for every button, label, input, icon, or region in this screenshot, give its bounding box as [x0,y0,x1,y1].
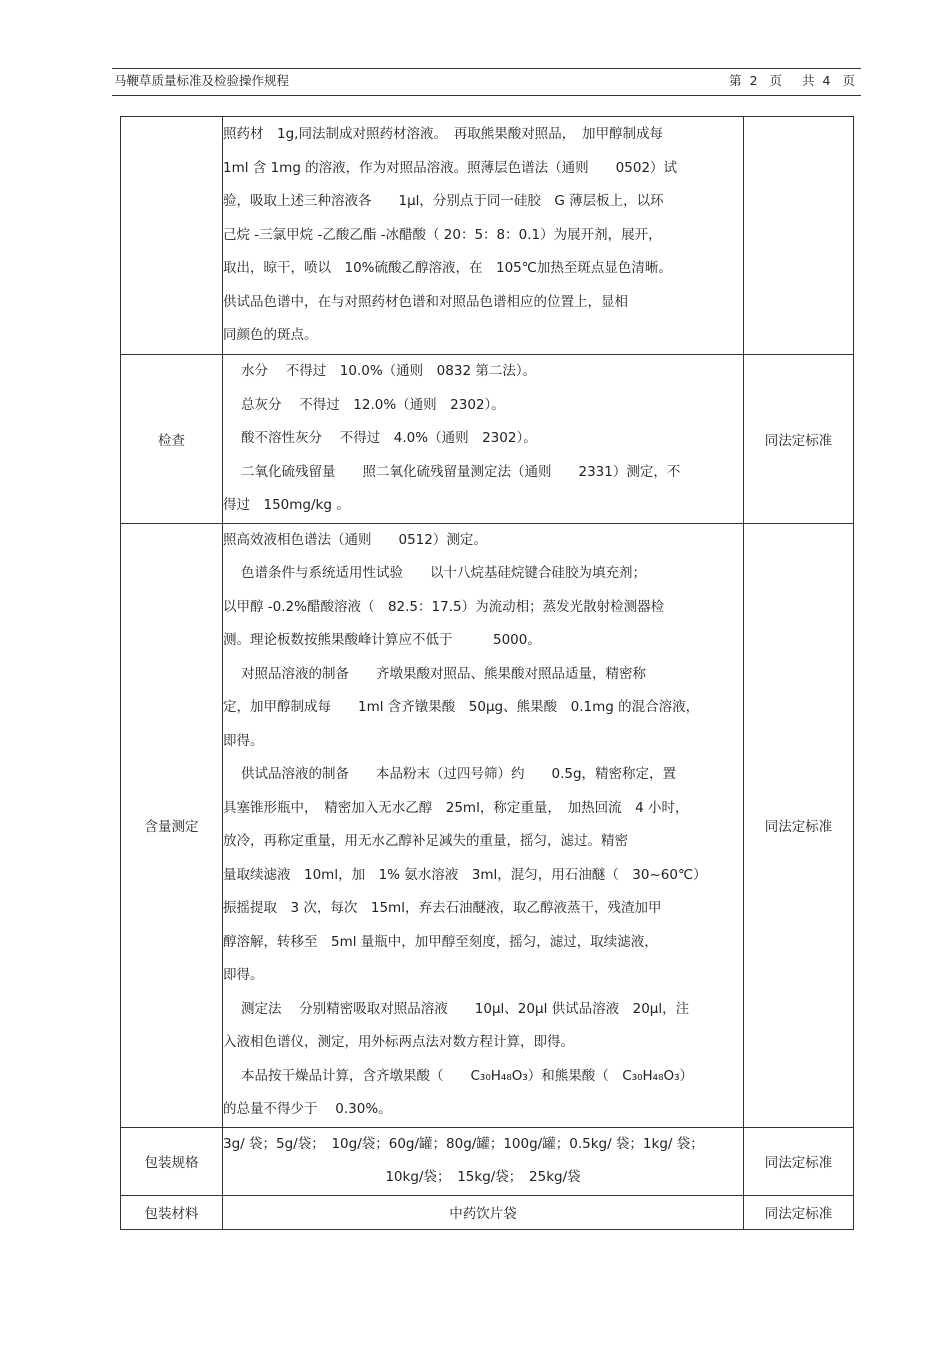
row-label-inspection: 检查 [121,355,223,524]
text-line: 醇溶解，转移至 5ml 量瓶中，加甲醇至刻度，摇匀，滤过，取续滤液， [223,933,658,950]
text-line: 本品按干燥品计算，含齐墩果酸（ C₃₀H₄₈O₃）和熊果酸（ C₃₀H₄₈O₃） [241,1067,694,1084]
page-indicator [729,69,855,93]
text-line: 取出，晾干，喷以 10%硫酸乙醇溶液，在 105℃加热至斑点显色清晰。 [223,260,672,277]
page-suffix: 页 [842,73,855,88]
text-line: 己烷 -三氯甲烷 -乙酸乙酯 -冰醋酸（ 20：5：8：0.1）为展开剂，展开， [223,226,662,243]
table-row [121,1127,854,1195]
text-line: 量取续滤液 10ml，加 1% 氨水溶液 3ml，混匀，用石油醚（ 30~60℃） [223,866,707,883]
row-standard-packaging-material: 同法定标准 [744,1195,854,1229]
row-label-assay: 含量测定 [121,523,223,1127]
row-label-packaging-spec: 包装规格 [121,1127,223,1195]
page-prefix: 第 [729,73,742,88]
table-row [121,523,854,1127]
assay-content [223,523,744,1127]
text-line: 即得。 [223,732,264,749]
text-line: 酸不溶性灰分 不得过 4.0%（通则 2302）。 [241,430,537,446]
page-total: 4 [822,73,831,88]
text-line: 色谱条件与系统适用性试验 以十八烷基硅烷键合硅胶为填充剂； [241,565,646,581]
text-line: 3g/ 袋；5g/袋； 10g/袋；60g/罐；80g/罐；100g/罐；0.5kg/ 袋；1kg/ 袋； [223,1135,704,1152]
page-mid: 页 [769,73,783,88]
text-line: 水分 不得过 10.0%（通则 0832 第二法）。 [241,363,537,379]
text-line: 二氧化硫残留量 照二氧化硫残留量测定法（通则 2331）测定，不 [241,463,681,480]
row-standard-assay: 同法定标准 [744,523,854,1127]
text-line: 具塞锥形瓶中， 精密加入无水乙醇 25ml，称定重量， 加热回流 4 小时， [223,799,689,816]
text-line: 总灰分 不得过 12.0%（通则 2302）。 [241,396,505,413]
packaging-spec-content [223,1127,744,1195]
text-line: 入液相色谱仪，测定，用外标两点法对数方程计算，即得。 [223,1034,574,1050]
text-line: 同颜色的斑点。 [223,327,318,344]
row-standard [744,117,854,355]
packaging-material-content: 中药饮片袋 [223,1195,744,1229]
text-line: 照药材 1g,同法制成对照药材溶液。 再取熊果酸对照品， 加甲醇制成每 [223,126,663,143]
text-line: 即得。 [223,967,264,983]
text-line: 定，加甲醇制成每 1ml 含齐镦果酸 50μg、熊果酸 0.1mg 的混合溶液， [223,699,700,715]
text-line: 以甲醇 -0.2%醋酸溶液（ 82.5：17.5）为流动相；蒸发光散射检测器检 [223,598,665,615]
text-line: 供试品溶液的制备 本品粉末（过四号筛）约 0.5g，精密称定，置 [241,766,677,782]
text-line: 对照品溶液的制备 齐墩果酸对照品、熊果酸对照品适量，精密称 [241,665,646,682]
text-line: 得过 150mg/kg 。 [223,497,350,513]
text-line: 10kg/袋； 15kg/袋； 25kg/袋 [385,1169,581,1185]
text-line: 验，吸取上述三种溶液各 1μl，分别点于同一硅胶 G 薄层板上，以环 [223,193,664,210]
text-line: 测。理论板数按熊果酸峰计算应不低于 5000。 [223,632,541,648]
quality-standard-table [120,116,854,1230]
page-header [112,68,861,96]
page-current: 2 [749,73,758,88]
row-label-packaging-material: 包装材料 [121,1195,223,1229]
text-line: 照高效液相色谱法（通则 0512）测定。 [223,531,487,548]
text-line: 的总量不得少于 0.30%。 [223,1101,392,1117]
text-line: 1ml 含 1mg 的溶液，作为对照品溶液。照薄层色谱法（通则 0502）试 [223,159,678,176]
row-standard-inspection: 同法定标准 [744,355,854,524]
table-row [121,355,854,524]
table-row [121,1195,854,1229]
text-line: 供试品色谱中，在与对照药材色谱和对照品色谱相应的位置上，显相 [223,293,628,310]
text-line: 测定法 分别精密吸取对照品溶液 10μl、20μl 供试品溶液 20μl，注 [241,1000,690,1017]
row-standard-packaging-spec: 同法定标准 [744,1127,854,1195]
table-row [121,117,854,355]
text-line: 振摇提取 3 次，每次 15ml，弃去石油醚液，取乙醇液蒸干，残渣加甲 [223,900,662,916]
document-title: 马鞭草质量标准及检验操作规程 [114,73,290,88]
page-total-prefix: 共 [802,73,815,88]
inspection-content [223,355,744,524]
text-line: 放冷，再称定重量，用无水乙醇补足减失的重量，摇匀，滤过。精密 [223,833,628,849]
identification-content [223,117,744,355]
row-label [121,117,223,355]
